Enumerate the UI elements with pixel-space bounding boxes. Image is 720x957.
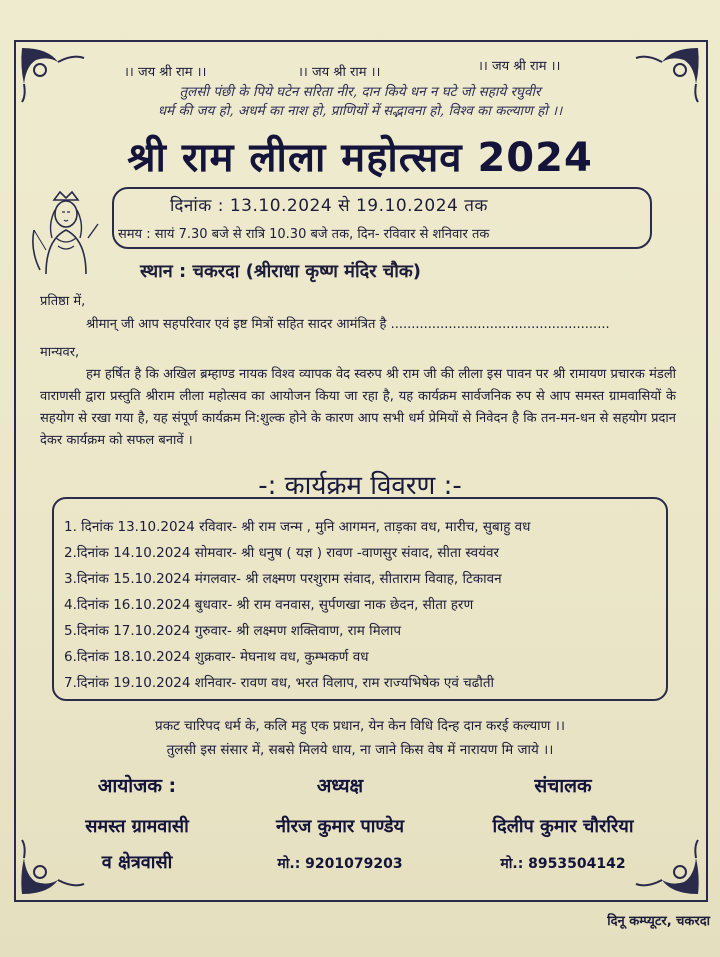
letter-invite-line: श्रीमान् जी आप सहपरिवार एवं इष्ट मित्रों सहित सादर आमंत्रित है ..................................................... bbox=[86, 317, 610, 332]
program-row-1: 1. दिनांक 13.10.2024 रविवार- श्री राम जन्म , मुनि आगमन, ताड़का वध, मारीच, सुबाहु वध bbox=[64, 519, 531, 535]
jai-shri-ram-left: ।। जय श्री राम ।। bbox=[124, 65, 207, 80]
president-block bbox=[240, 772, 440, 873]
printer-credit: दिनू कम्प्यूटर, चकरदा bbox=[607, 914, 710, 929]
lord-ram-illustration-icon bbox=[26, 190, 106, 276]
organizer-label: आयोजक : bbox=[97, 775, 177, 797]
program-row-5: 5.दिनांक 17.10.2024 गुरुवार- श्री लक्ष्मण शक्तिवाण, राम मिलाप bbox=[64, 623, 401, 639]
jai-shri-ram-middle: ।। जय श्री राम ।। bbox=[298, 65, 381, 80]
program-row-4: 4.दिनांक 16.10.2024 बुधवार- श्री राम वनवास, सुर्पणखा नाक छेदन, सीता हरण bbox=[64, 597, 474, 613]
president-name: नीरज कुमार पाण्डेय bbox=[275, 816, 405, 837]
letter-paragraph: हम हर्षित है कि अखिल ब्रम्हाण्ड नायक विश्व व्यापक वेद स्वरुप श्री राम जी की लीला इस पावन पर श्री रामायण प्रचारक मंडली वाराणसी द्वारा प्रस्तुति श्रीराम लीला महोत्सव का आयोजन किया जा रहा है, यह कार्यक्रम सार्वजनिक रुप से आप समस्त ग्रामवासियों के सहयोग से रखा गया है, यह संपूर्ण कार्यक्रम नि:शुल्क होने के कारण आप सभी धर्म प्रेमियों से निवेदन है कि तन-मन-धन से सहयोग प्रदान देकर कार्यक्रम को सफल बनावें । bbox=[40, 367, 676, 448]
letter-manyavar: मान्यवर, bbox=[40, 345, 80, 360]
chaupai-line-1: प्रकट चारिपद धर्म के, कलि महु एक प्रधान, येन केन विधि दिन्ह दान करई कल्याण ।। bbox=[155, 718, 565, 734]
president-label: अध्यक्ष bbox=[316, 775, 364, 797]
jai-shri-ram-right: ।। जय श्री राम ।। bbox=[478, 59, 561, 74]
letter-salutation: प्रतिष्ठा में, bbox=[40, 294, 86, 309]
chaupai-line-2: तुलसी इस संसार में, सबसे मिलये धाय, ना जाने किस वेष में नारायण मि जाये ।। bbox=[166, 742, 554, 758]
director-phone: मो.: 8953504142 bbox=[500, 856, 626, 872]
organizer-block bbox=[52, 772, 222, 874]
program-row-2: 2.दिनांक 14.10.2024 सोमवार- श्री धनुष ( यज्ञ ) रावण -वाणसुर संवाद, सीता स्वयंवर bbox=[64, 545, 500, 561]
schedule-date: दिनांक : 13.10.2024 से 19.10.2024 तक bbox=[170, 196, 488, 216]
doha-line-2: धर्म की जय हो, अधर्म का नाश हो, प्राणियों में सद्भावना हो, विश्व का कल्याण हो ।। bbox=[157, 103, 563, 119]
organizer-name-line-2: व क्षेत्रवासी bbox=[101, 852, 173, 873]
program-row-7: 7.दिनांक 19.10.2024 शनिवार- रावण वध, भरत विलाप, राम राज्यभिषेक एवं चढौती bbox=[64, 675, 495, 691]
program-row-6: 6.दिनांक 18.10.2024 शुक्रवार- मेघनाथ वध, कुम्भकर्ण वध bbox=[64, 649, 369, 665]
venue: स्थान : चकरदा (श्रीराधा कृष्ण मंदिर चौक) bbox=[140, 261, 421, 282]
organizer-name-line-1: समस्त ग्रामवासी bbox=[85, 816, 189, 837]
doha-line-1: तुलसी पंछी के पिये घटेन सरिता नीर, दान किये धन न घटे जो सहाये रघुवीर bbox=[179, 84, 541, 100]
president-phone: मो.: 9201079203 bbox=[277, 856, 403, 872]
director-block bbox=[458, 772, 668, 873]
program-row-3: 3.दिनांक 15.10.2024 मंगलवार- श्री लक्ष्मण परशुराम संवाद, सीताराम विवाह, टिकावन bbox=[64, 571, 502, 587]
director-name: दिलीप कुमार चौररिया bbox=[492, 816, 634, 837]
program-heading: -: कार्यक्रम विवरण :- bbox=[258, 471, 462, 501]
page-title: श्री राम लीला महोत्सव 2024 bbox=[127, 135, 593, 181]
director-label: संचालक bbox=[534, 775, 592, 797]
schedule-time: समय : सायं 7.30 बजे से रात्रि 10.30 बजे तक, दिन- रविवार से शनिवार तक bbox=[118, 227, 490, 242]
